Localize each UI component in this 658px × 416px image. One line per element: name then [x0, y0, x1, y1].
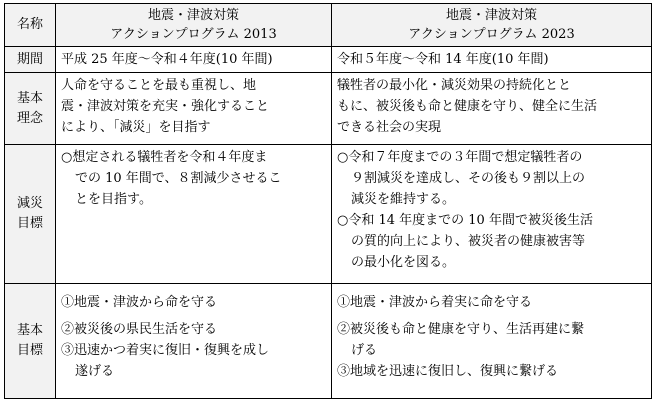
goals-2023-line: ③地域を迅速に復旧し、復興に繋げる	[337, 364, 559, 379]
target-2023-line: ９割減災を達成し、その後も９割以上の	[351, 171, 586, 186]
philosophy-2013-line: により、「減災」を目指す	[61, 120, 211, 135]
philosophy-2023-line: できる社会の実現	[337, 120, 442, 135]
philosophy-2013-line: 震・津波対策を充実・強化すること	[61, 99, 270, 114]
philosophy-2013-line: 人命を守ることを最も重視し、地	[61, 78, 257, 93]
target-label: 減災	[16, 196, 43, 211]
philosophy-label: 理念	[16, 110, 43, 126]
goals-2013-line: ②被災後の県民生活を守る	[61, 322, 218, 337]
goals-2013-item	[61, 319, 326, 340]
target-2023-line: の質的向上により、被災者の健康被害等	[351, 234, 586, 249]
goals-2023-item	[337, 361, 646, 382]
goals-label: 基本	[16, 323, 43, 338]
target-2013-cell	[56, 145, 332, 284]
goals-2023-item	[337, 319, 646, 361]
column-header-2013-line: 地震・津波対策	[147, 8, 239, 23]
column-header-2023-line: 地震・津波対策	[445, 8, 537, 23]
period-2023-cell	[332, 47, 652, 73]
goals-2013-line: ③迅速かつ着実に復旧・復興を成し	[61, 343, 270, 358]
goals-row	[5, 284, 652, 399]
target-row	[5, 145, 652, 284]
period-2013-cell	[56, 47, 332, 73]
target-label: 目標	[16, 216, 43, 231]
target-2013-item	[61, 147, 326, 210]
philosophy-row	[5, 73, 652, 145]
target-2023-line: の最小化を図る。	[351, 255, 456, 270]
corner-label-cell	[5, 4, 56, 47]
philosophy-label-cell	[5, 73, 56, 145]
goals-2023-cell	[332, 284, 652, 399]
target-2023-line: 減災を維持する。	[351, 192, 456, 207]
column-header-2013	[56, 4, 332, 47]
column-header-2023-line: アクションプログラム 2023	[408, 27, 575, 42]
goals-2023-line: げる	[351, 343, 378, 358]
period-row	[5, 47, 652, 73]
target-2023-cell	[332, 145, 652, 284]
philosophy-2013-cell	[56, 73, 332, 145]
goals-2023-line: ②被災後も命と健康を守り、生活再建に繋	[337, 322, 585, 337]
goals-2013-cell	[56, 284, 332, 399]
goals-label: 目標	[16, 343, 43, 358]
goals-2013-line: ①地震・津波から命を守る	[61, 295, 218, 310]
target-2023-line: ○令和 14 年度までの 10 年間で被災後生活	[337, 213, 593, 228]
goals-2013-line: 遂げる	[75, 364, 115, 379]
philosophy-label: 基本	[16, 90, 43, 106]
goals-2023-item	[337, 292, 646, 313]
target-label-cell	[5, 145, 56, 284]
column-header-2023	[332, 4, 652, 47]
philosophy-2023-line: もに、被災後も命と健康を守り、健全に生活	[337, 99, 598, 114]
period-label: 期間	[16, 51, 43, 67]
period-2013-text: 平成 25 年度～令和４年度(10 年間)	[61, 52, 273, 67]
goals-label-cell	[5, 284, 56, 399]
philosophy-2023-cell	[332, 73, 652, 145]
period-2023-text: 令和５年度～令和 14 年度(10 年間)	[337, 52, 549, 67]
target-2013-line: ○想定される犠牲者を令和４年度ま	[61, 150, 268, 165]
target-2023-item	[337, 147, 646, 210]
target-2013-line: とを目指す。	[75, 192, 152, 207]
corner-label: 名称	[16, 17, 43, 32]
goals-2013-item	[61, 340, 326, 382]
action-program-comparison-table	[4, 3, 652, 399]
philosophy-2023-line: 犠牲者の最小化・減災効果の持続化とと	[337, 78, 572, 93]
column-header-2013-line: アクションプログラム 2013	[110, 27, 277, 42]
header-row	[5, 4, 652, 47]
goals-2013-item	[61, 292, 326, 313]
period-label-cell	[5, 47, 56, 73]
target-2013-line: での 10 年間で、８割減少させるこ	[75, 171, 282, 186]
target-2023-line: ○令和７年度までの３年間で想定犠牲者の	[337, 150, 583, 165]
goals-2023-line: ①地震・津波から着実に命を守る	[337, 295, 533, 310]
target-2023-item	[337, 210, 646, 273]
